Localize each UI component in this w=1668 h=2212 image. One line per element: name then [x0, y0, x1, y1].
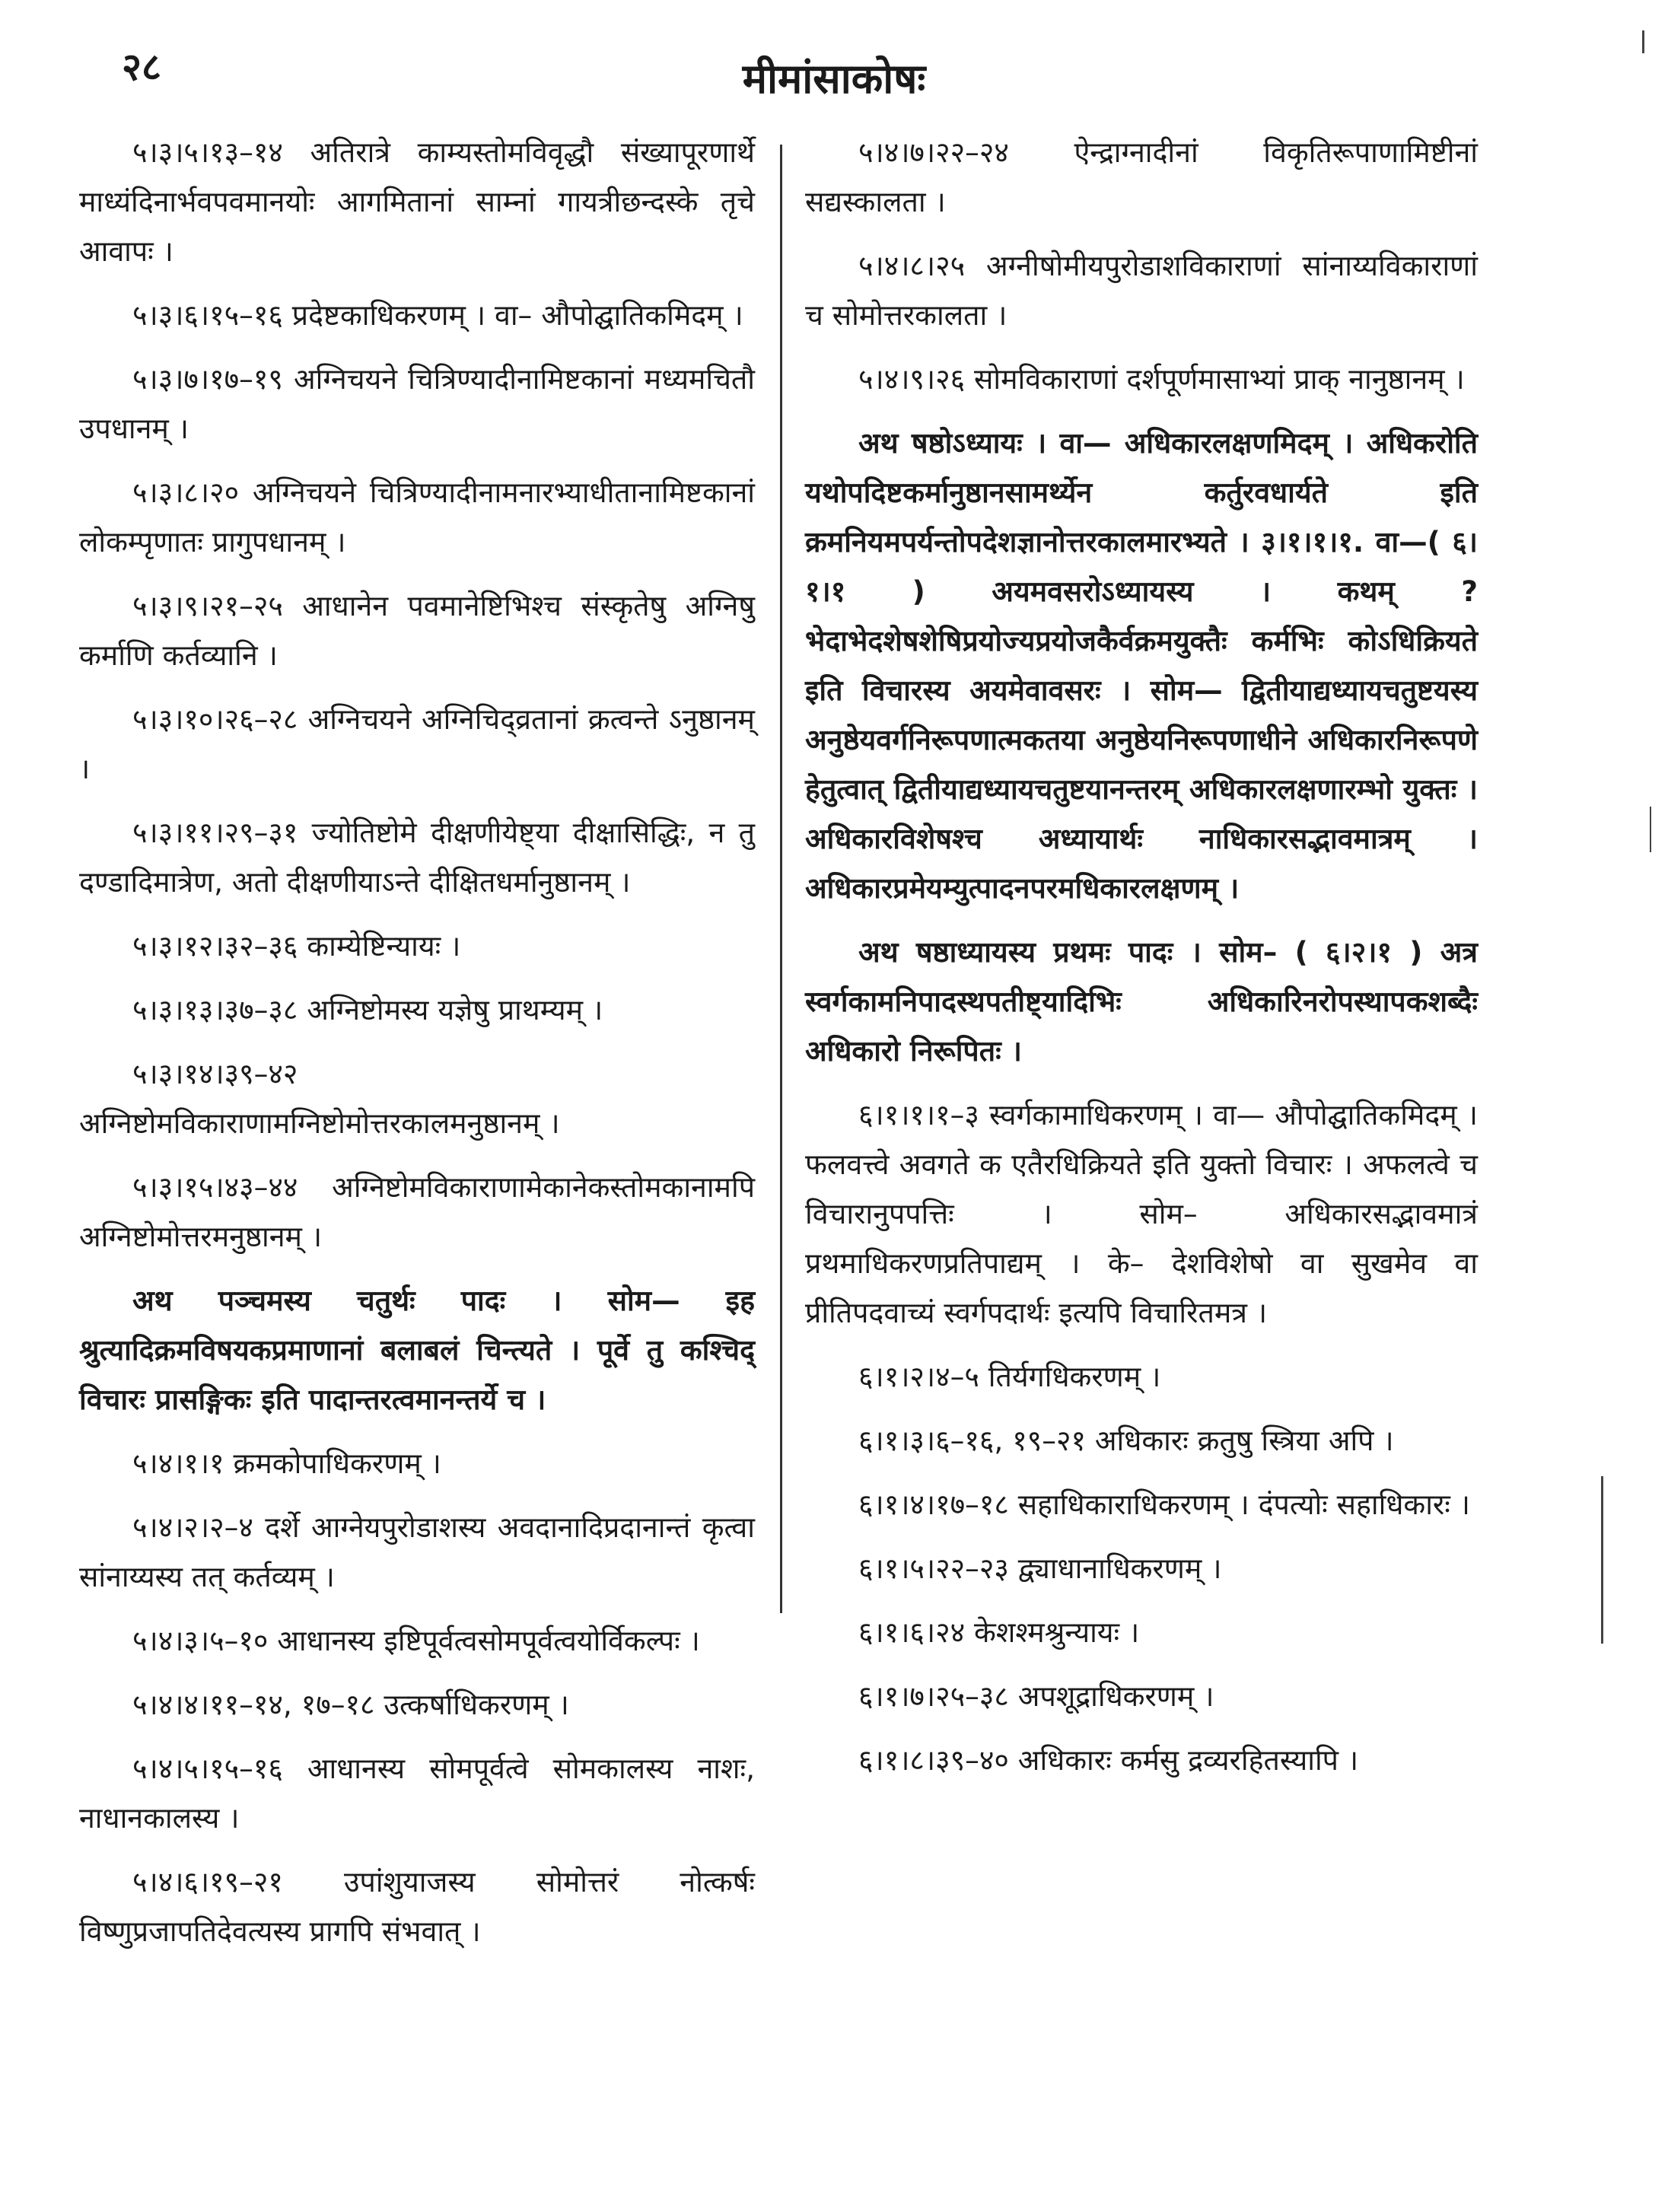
entry-paragraph: ५।३।१३।३७–३८ अग्निष्टोमस्य यज्ञेषु प्राथम्यम् । [132, 993, 603, 1026]
entry-paragraph: ५।३।१५।४३–४४ अग्निष्टोमविकाराणामेकानेकस्तोमकानामपि अग्निष्टोमोत्तरमनुष्ठानम् । [79, 1170, 755, 1253]
entry-paragraph: ५।४।१।१ क्रमकोपाधिकरणम् । [132, 1447, 441, 1480]
entry-paragraph: ५।३।१२।३२–३६ काम्येष्टिन्यायः । [132, 929, 461, 963]
entry-paragraph: ५।३।६।१५–१६ प्रदेष्टकाधिकरणम् । वा– औपोद्घातिकमिदम् । [132, 298, 743, 332]
entry-paragraph: ६।१।८।३९–४० अधिकारः कर्मसु द्रव्यरहितस्यापि । [858, 1743, 1359, 1777]
section-heading-paragraph: अथ षष्ठोऽध्यायः । वा— अधिकारलक्षणमिदम् । अधिकरोति यथोपदिष्टकर्मानुष्ठानसामर्थ्येन कर्तुरवधार्यते इति क्रमनियमपर्यन्तोपदेशज्ञानोत्तरकालमारभ्यते । ३।१।१।१. वा—( ६।१।१ ) अयमवसरोऽध्यायस्य । कथम् ? भेदाभेदशेषशेषिप्रयोज्यप्रयोजकैर्वक्रमयुक्तैः कर्मभिः कोऽधिक्रियते इति विचारस्य अयमेवावसरः । सोम— द्वितीयाद्यध्यायचतुष्टयस्य अनुष्ठेयवर्गनिरूपणात्मकतया अनुष्ठेयनिरूपणाधीने अधिकारनिरूपणे हेतुत्वात् द्वितीयाद्यध्यायचतुष्टयानन्तरम् अधिकारलक्षणारम्भो युक्तः । अधिकारविशेषश्च अध्यायार्थः नाधिकारसद्भावमात्रम् । अधिकारप्रमेयम्युत्पादनपरमधिकारलक्षणम् । [805, 426, 1478, 905]
entry-paragraph: ६।१।४।१७–१८ सहाधिकाराधिकरणम् । दंपत्योः सहाधिकारः । [858, 1488, 1470, 1521]
entry-paragraph: ५।३।८।२० अग्निचयने चित्रिण्यादीनामनारभ्याधीतानामिष्टकानां लोकम्पृणातः प्रागुपधानम् । [79, 476, 755, 559]
entry-paragraph: ५।३।११।२९–३१ ज्योतिष्टोमे दीक्षणीयेष्ट्या दीक्षासिद्धिः, न तु दण्डादिमात्रेण, अतो दीक्षणीयाऽन्ते दीक्षितधर्मानुष्ठानम् । [79, 816, 755, 899]
entry-paragraph: ५।४।८।२५ अग्नीषोमीयपुरोडाशविकाराणां सांनाय्यविकाराणां च सोमोत्तरकालता । [805, 249, 1478, 332]
entry-paragraph: ६।१।३।६–१६, १९–२१ अधिकारः क्रतुषु स्त्रिया अपि । [858, 1424, 1394, 1457]
scan-edge-mark [1601, 1476, 1603, 1644]
scan-edge-mark [1650, 807, 1651, 852]
entry-paragraph: ५।४।२।२–४ दर्शे आग्नेयपुरोडाशस्य अवदानादिप्रदानान्तं कृत्वा सांनाय्यस्य तत् कर्तव्यम् । [79, 1510, 755, 1593]
left-column [79, 128, 755, 1971]
entry-paragraph: ५।४।९।२६ सोमविकाराणां दर्शपूर्णमासाभ्यां प्राक् नानुष्ठानम् । [858, 362, 1465, 396]
entry-paragraph: ५।३।५।१३–१४ अतिरात्रे काम्यस्तोमविवृद्धौ संख्यापूरणार्थे माध्यंदिनार्भवपवमानयोः आगमितानां साम्नां गायत्रीछन्दस्के तृचे आवापः । [79, 135, 755, 268]
entry-paragraph: ५।४।५।१५–१६ आधानस्य सोमपूर्वत्वे सोमकालस्य नाशः, नाधानकालस्य । [79, 1752, 755, 1835]
entry-paragraph: ५।३।१०।२६–२८ अग्निचयने अग्निचिद्व्रतानां क्रत्वन्ते ऽनुष्ठानम् । [79, 702, 755, 785]
entry-paragraph: ५।४।६।१९–२१ उपांशुयाजस्य सोमोत्तरं नोत्कर्षः विष्णुप्रजापतिदेवत्यस्य प्रागपि संभवात् । [79, 1865, 755, 1948]
entry-paragraph: ५।४।७।२२–२४ ऐन्द्राग्नादीनां विकृतिरूपाणामिष्टीनां सद्यस्कालता । [805, 135, 1478, 218]
entry-paragraph: ५।३।९।२१–२५ आधानेन पवमानेष्टिभिश्च संस्कृतेषु अग्निषु कर्माणि कर्तव्यानि । [79, 589, 755, 672]
column-divider [780, 145, 782, 1613]
entry-paragraph: ६।१।२।४–५ तिर्यगधिकरणम् । [858, 1360, 1161, 1393]
entry-paragraph: ५।४।४।११–१४, १७–१८ उत्कर्षाधिकरणम् । [132, 1688, 569, 1721]
entry-paragraph: ६।१।१।१–३ स्वर्गकामाधिकरणम् । वा— औपोद्घातिकमिदम् । फलवत्त्वे अवगते क एतैरधिक्रियते इति युक्तो विचारः । अफलत्वे च विचारानुपपत्तिः । सोम– अधिकारसद्भावमात्रं प्रथमाधिकरणप्रतिपाद्यम् । के– देशविशेषो वा सुखमेव वा प्रीतिपदवाच्यं स्वर्गपदार्थः इत्यपि विचारितमत्र । [805, 1098, 1478, 1329]
section-heading-paragraph: अथ षष्ठाध्यायस्य प्रथमः पादः । सोम– ( ६।२।१ ) अत्र स्वर्गकामनिपादस्थपतीष्ट्यादिभिः अधिकारिनरोपस्थापकशब्दैः अधिकारो निरूपितः । [805, 935, 1478, 1068]
scan-edge-mark [1642, 30, 1644, 53]
page-title: मीमांसाकोषः [742, 55, 926, 103]
section-heading-paragraph: अथ पञ्चमस्य चतुर्थः पादः । सोम— इह श्रुत्यादिक्रमविषयकप्रमाणानां बलाबलं चिन्त्यते । पूर्वे तु कश्चिद् विचारः प्रासङ्गिकः इति पादान्तरत्वमानन्तर्ये च । [79, 1284, 755, 1416]
entry-paragraph: ५।३।७।१७–१९ अग्निचयने चित्रिण्यादीनामिष्टकानां मध्यमचितौ उपधानम् । [79, 362, 755, 445]
entry-paragraph: ५।३।१४।३९–४२ अग्निष्टोमविकाराणामग्निष्टोमोत्तरकालमनुष्ठानम् । [79, 1057, 560, 1140]
right-column [805, 128, 1478, 1800]
entry-paragraph: ६।१।६।२४ केशश्मश्रुन्यायः । [858, 1615, 1140, 1649]
page-number: २८ [122, 45, 161, 89]
entry-paragraph: ६।१।७।२५–३८ अपशूद्राधिकरणम् । [858, 1679, 1214, 1713]
entry-paragraph: ५।४।३।५–१० आधानस्य इष्टिपूर्वत्वसोमपूर्वत्वयोर्विकल्पः । [132, 1624, 700, 1657]
entry-paragraph: ६।१।५।२२–२३ द्व्याधानाधिकरणम् । [858, 1552, 1222, 1585]
